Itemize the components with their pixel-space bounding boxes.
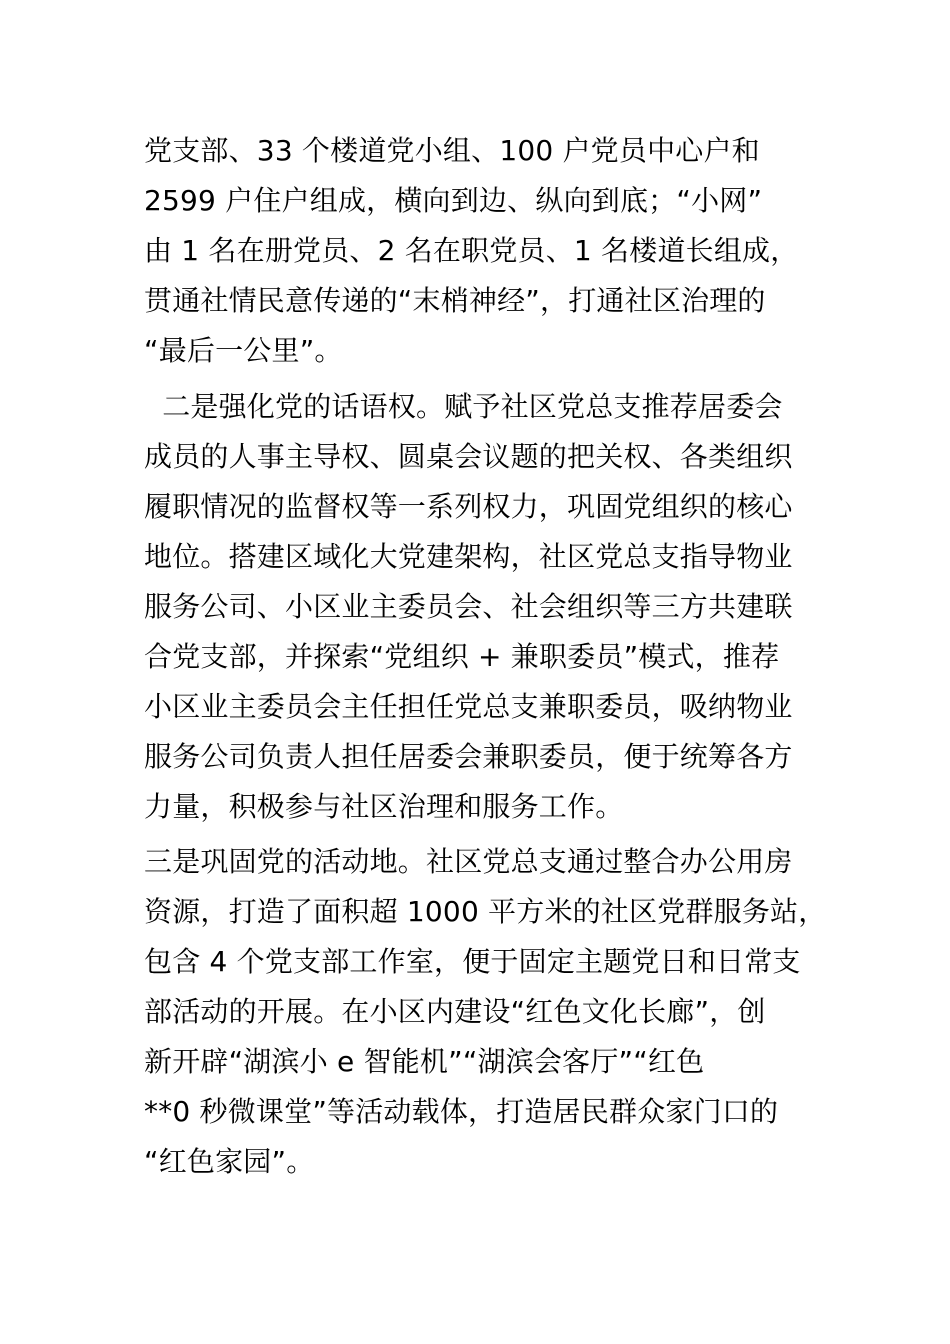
text-line: **0 秒微课堂”等活动载体，打造居民群众家门口的 <box>144 1095 779 1128</box>
text-line: “最后一公里”。 <box>144 334 343 367</box>
text-line: 部活动的开展。在小区内建设“红色文化长廊”，创 <box>144 995 766 1028</box>
text-line: 2599 户住户组成，横向到边、纵向到底；“小网” <box>144 184 763 217</box>
text-line: 新开辟“湖滨小 e 智能机”“湖滨会客厅”“红色 <box>144 1045 705 1078</box>
text-line: 由 1 名在册党员、2 名在职党员、1 名楼道长组成， <box>144 234 799 267</box>
text-line: 党支部、33 个楼道党小组、100 户党员中心户和 <box>144 134 760 167</box>
text-line: 三是巩固党的活动地。社区党总支通过整合办公用房 <box>144 845 793 878</box>
text-line: 服务公司、小区业主委员会、社会组织等三方共建联 <box>144 590 793 623</box>
text-line: 成员的人事主导权、圆桌会议题的把关权、各类组织 <box>144 440 793 473</box>
text-line: 资源，打造了面积超 1000 平方米的社区党群服务站， <box>144 895 827 928</box>
text-line: 二是强化党的话语权。赋予社区党总支推荐居委会 <box>144 390 783 423</box>
text-line: 合党支部，并探索“党组织 + 兼职委员”模式，推荐 <box>144 640 780 673</box>
text-line: “红色家园”。 <box>144 1145 315 1178</box>
text-line: 小区业主委员会主任担任党总支兼职委员，吸纳物业 <box>144 690 793 723</box>
text-line: 地位。搭建区域化大党建架构，社区党总支指导物业 <box>144 540 793 573</box>
text-line: 贯通社情民意传递的“末梢神经”，打通社区治理的 <box>144 284 766 317</box>
text-line: 包含 4 个党支部工作室，便于固定主题党日和日常支 <box>144 945 801 978</box>
text-line: 力量，积极参与社区治理和服务工作。 <box>144 790 624 823</box>
text-line: 服务公司负责人担任居委会兼职委员，便于统筹各方 <box>144 740 793 773</box>
text-line: 履职情况的监督权等一系列权力，巩固党组织的核心 <box>144 490 793 523</box>
